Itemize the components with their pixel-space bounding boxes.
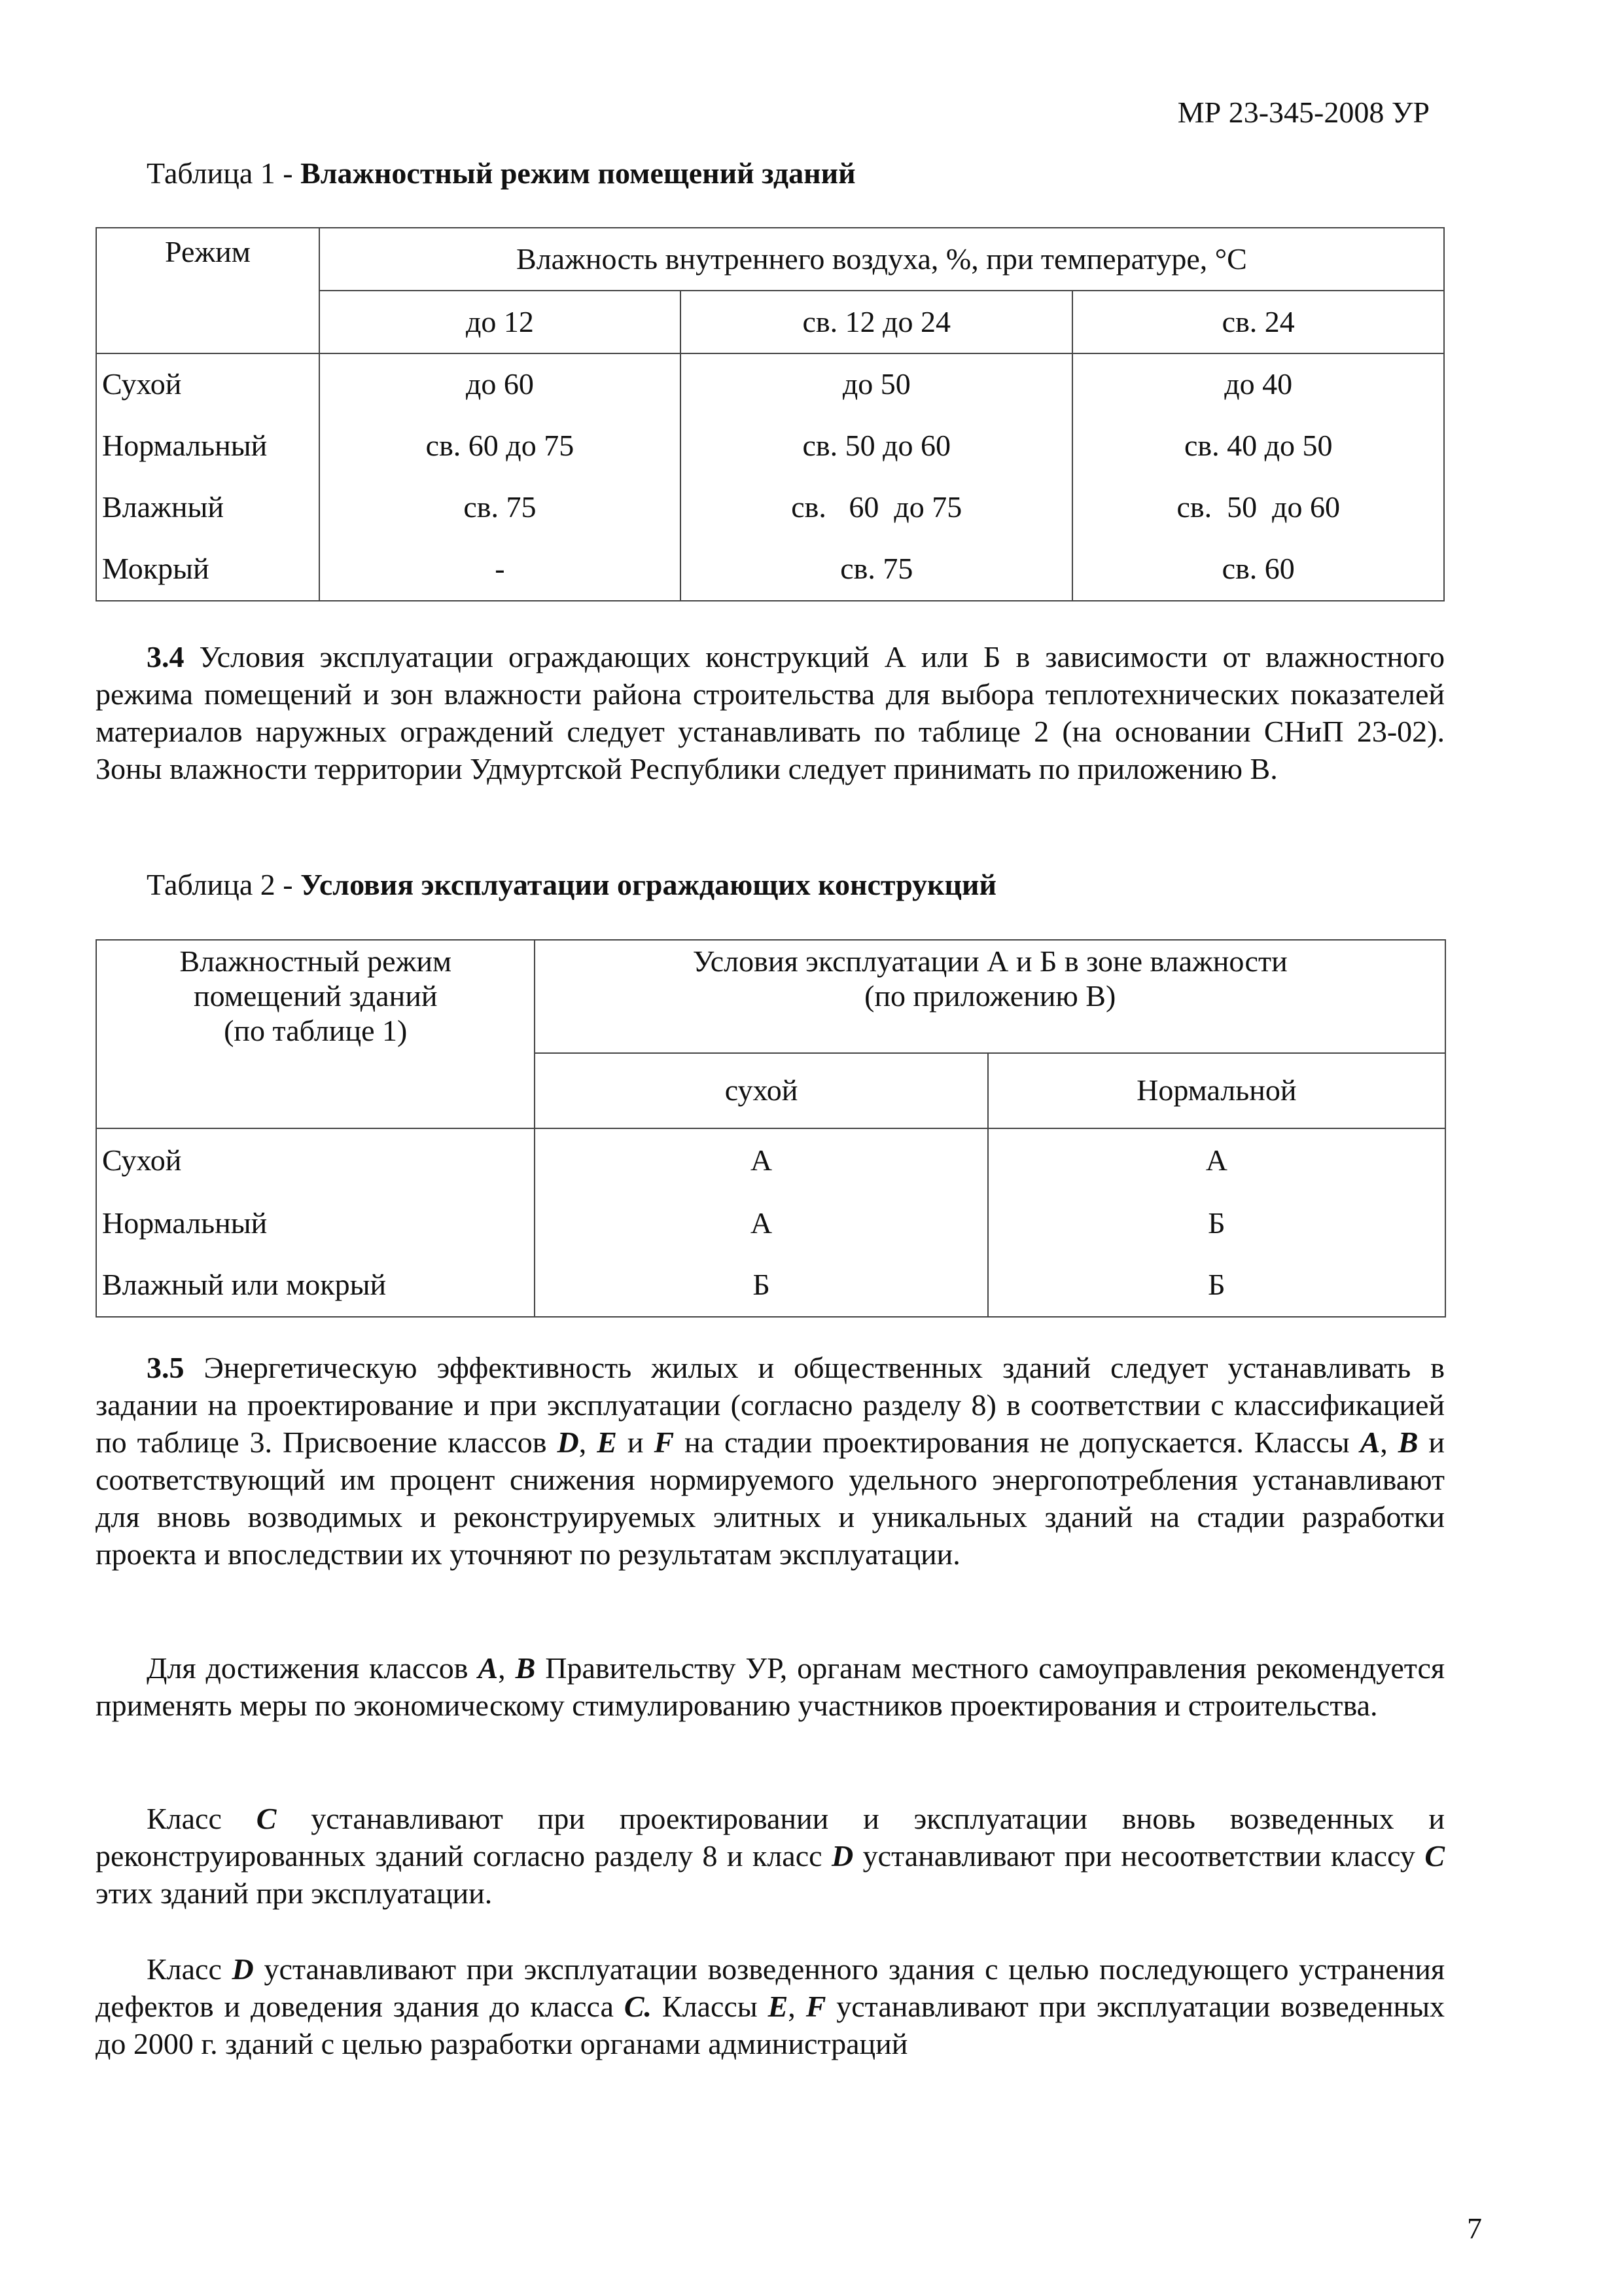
paragraph-text: устанавливают при несоответствии классу [862, 1839, 1415, 1873]
table2-caption-prefix: Таблица 2 - [147, 868, 293, 901]
paragraph-text: , [788, 1990, 796, 2023]
table2-cell: Б [988, 1193, 1445, 1254]
table1-cell: св. 50 до 60 [1072, 476, 1444, 538]
table2-row-mode: Сухой [96, 1128, 535, 1193]
paragraph-number: 3.5 [147, 1351, 185, 1384]
table-row [96, 538, 1444, 601]
class-letter: C. [624, 1990, 652, 2023]
table1-row-mode: Нормальный [96, 415, 319, 476]
table2-header-mode-line: Влажностный режим [179, 944, 452, 978]
class-letter: C [256, 1802, 277, 1835]
class-letter: D [232, 1952, 254, 1986]
table1-row-mode: Влажный [96, 476, 319, 538]
class-letter: F [805, 1990, 826, 2023]
paragraph-text: , [498, 1651, 506, 1685]
document-code: МР 23-345-2008 УР [1177, 96, 1430, 129]
class-letter: D [557, 1426, 579, 1459]
class-letter: B [1398, 1426, 1419, 1459]
table2-header-mode-line: помещений зданий [193, 978, 438, 1013]
table1-cell: св. 75 [319, 476, 680, 538]
table2-cell: А [535, 1128, 987, 1193]
table1-caption-prefix: Таблица 1 - [147, 156, 293, 190]
paragraph-text: и соответствующий им процент снижения нормируемого удельного энергопотребления устанавливают для вновь возводимых и реконструируемых элитных и уникальных зданий на стадии разработки проекта и впоследствии их уточняют по результатам эксплуатации. [96, 1426, 1445, 1571]
class-letter: A [1360, 1426, 1381, 1459]
paragraph-text: устанавливают при проектировании и эксплуатации вновь возведенных и реконструированных зданий согласно разделу 8 и класс [96, 1802, 1445, 1873]
class-letter: D [831, 1839, 854, 1873]
paragraph-text: , [1380, 1426, 1388, 1459]
table2-caption-title: Условия эксплуатации ограждающих конструкций [300, 868, 997, 901]
paragraph-text: Классы [661, 1990, 758, 2023]
paragraph-3-4 [96, 638, 1445, 787]
paragraph-classes-ab [96, 1649, 1445, 1724]
paragraph-text: Энергетическую эффективность жилых и общественных зданий следует устанавливать в задании на проектирование и при эксплуатации (согласно разделу 8) в соответствии с классификацией по таблице 3. Присвоение классов [96, 1351, 1445, 1459]
table-row [96, 415, 1444, 476]
table1-subheader: св. 12 до 24 [680, 291, 1072, 353]
table-row [96, 476, 1444, 538]
table1-cell: св. 60 до 75 [680, 476, 1072, 538]
table1-header-mode: Режим [96, 228, 319, 353]
table2-cell: А [988, 1128, 1445, 1193]
table1-subheader: св. 24 [1072, 291, 1444, 353]
table1-cell: св. 75 [680, 538, 1072, 601]
table1-header-humidity: Влажность внутреннего воздуха, %, при температуре, °С [319, 228, 1444, 291]
paragraph-number: 3.4 [147, 640, 185, 673]
table1-cell: св. 40 до 50 [1072, 415, 1444, 476]
table1-row-mode: Мокрый [96, 538, 319, 601]
page-number: 7 [1467, 2212, 1482, 2245]
table1-cell: св. 60 [1072, 538, 1444, 601]
table2-header-mode-line: (по таблице 1) [224, 1013, 408, 1047]
humidity-regime-table [96, 227, 1445, 601]
paragraph-text: этих зданий при эксплуатации. [96, 1876, 493, 1910]
table1-cell: - [319, 538, 680, 601]
class-letter: B [515, 1651, 536, 1685]
paragraph-text: Класс [147, 1952, 222, 1986]
table2-header-conditions-line: (по приложению В) [864, 978, 1116, 1013]
paragraph-3-5 [96, 1349, 1445, 1573]
table1-cell: св. 60 до 75 [319, 415, 680, 476]
paragraph-text: Класс [147, 1802, 222, 1835]
table2-cell: А [535, 1193, 987, 1254]
table2-cell: Б [988, 1254, 1445, 1317]
table1-row-mode: Сухой [96, 353, 319, 415]
paragraph-text: устанавливают при эксплуатации возведенного здания с целью последующего устранения дефектов и доведения здания до класса [96, 1952, 1445, 2023]
table1-cell: до 60 [319, 353, 680, 415]
paragraph-class-c [96, 1800, 1445, 1912]
table1-cell: до 50 [680, 353, 1072, 415]
class-letter: E [597, 1426, 617, 1459]
paragraph-text: на стадии проектирования не допускается. Классы [684, 1426, 1350, 1459]
class-letter: A [478, 1651, 499, 1685]
class-letter: C [1424, 1839, 1445, 1873]
table2-subheader: Нормальной [988, 1053, 1445, 1128]
table2-header-mode [96, 940, 535, 1128]
table1-caption [147, 156, 856, 190]
table2-row-mode: Нормальный [96, 1193, 535, 1254]
table2-row-mode: Влажный или мокрый [96, 1254, 535, 1317]
paragraph-text: устанавливают при эксплуатации возведенных до 2000 г. зданий с целью разработки органами администраций [96, 1990, 1445, 2060]
table-row [96, 1193, 1445, 1254]
table-row [96, 353, 1444, 415]
paragraph-text: и [627, 1426, 644, 1459]
table2-header-conditions [535, 940, 1445, 1053]
table2-caption [147, 867, 997, 902]
table2-subheader: сухой [535, 1053, 987, 1128]
table2-header-conditions-line: Условия эксплуатации А и Б в зоне влажности [692, 944, 1288, 978]
paragraph-text: Правительству УР, органам местного самоуправления рекомендуется применять меры по экономическому стимулированию участников проектирования и строительства. [96, 1651, 1445, 1722]
paragraph-text: , [578, 1426, 587, 1459]
table-row [96, 1128, 1445, 1193]
paragraph-text: Условия эксплуатации ограждающих конструкций А или Б в зависимости от влажностного режима помещений и зон влажности района строительства для выбора теплотехнических показателей материалов наружных ограждений следует устанавливать по таблице 2 (на основании СНиП 23-02). Зоны влажности территории Удмуртской Республики следует принимать по приложению В. [96, 640, 1445, 785]
operating-conditions-table [96, 939, 1446, 1318]
paragraph-text: Для достижения классов [147, 1651, 468, 1685]
class-letter: E [767, 1990, 788, 2023]
table1-cell: до 40 [1072, 353, 1444, 415]
paragraph-class-d [96, 1950, 1445, 2062]
table1-subheader: до 12 [319, 291, 680, 353]
table1-caption-title: Влажностный режим помещений зданий [300, 156, 856, 190]
table1-cell: св. 50 до 60 [680, 415, 1072, 476]
table2-cell: Б [535, 1254, 987, 1317]
table-row [96, 1254, 1445, 1317]
class-letter: F [654, 1426, 675, 1459]
